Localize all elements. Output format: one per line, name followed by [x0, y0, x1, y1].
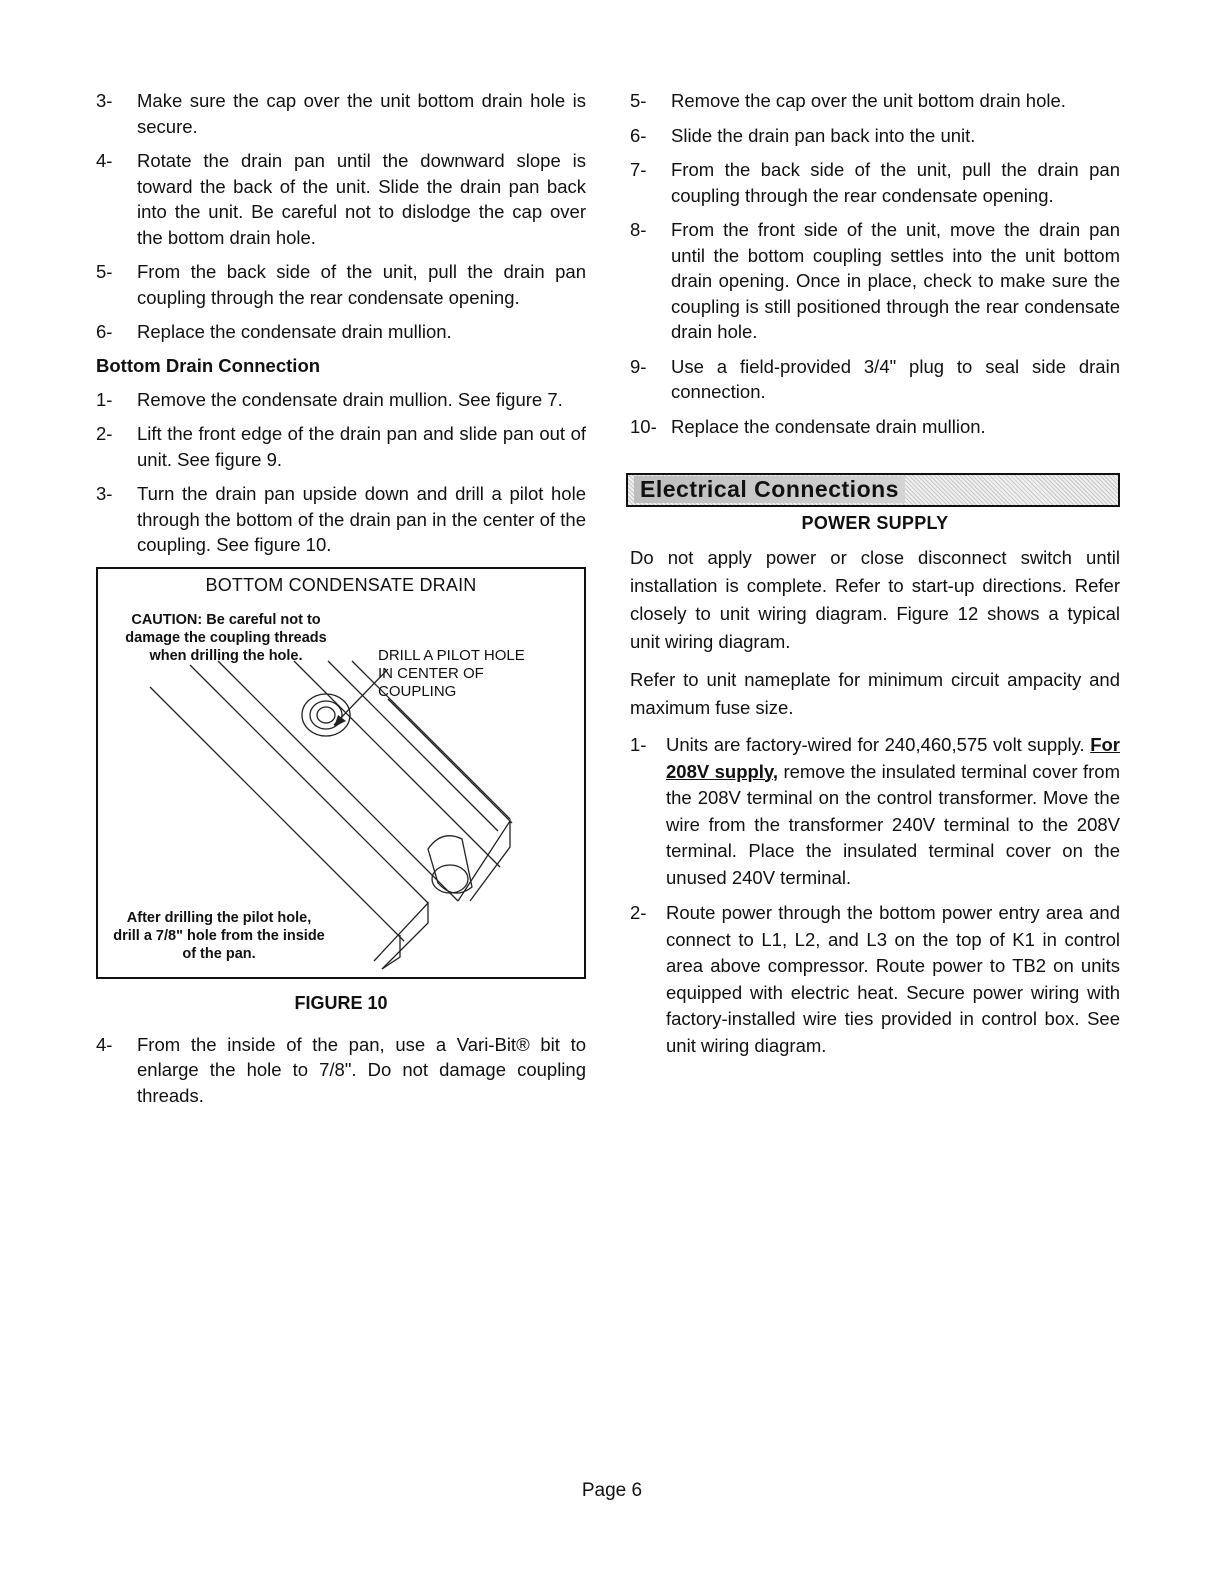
list-item: [96, 319, 586, 345]
list-item: [96, 259, 586, 310]
section-title: Electrical Connections: [634, 476, 905, 503]
item-number: 6-: [630, 124, 647, 146]
list-item: [630, 217, 1120, 345]
item-number: 2-: [96, 423, 113, 444]
power-supply-heading: POWER SUPPLY: [801, 513, 949, 533]
list-item: [630, 88, 1120, 114]
figure-title: BOTTOM CONDENSATE DRAIN: [205, 574, 477, 595]
item-text: Turn the drain pan upside down and drill a pilot hole through the bottom of the drain pan in the center of the coupling. See figure 10.: [137, 483, 586, 555]
item-number: 8-: [630, 219, 647, 240]
item-number: 9-: [630, 355, 647, 377]
item-number: 1-: [96, 388, 113, 410]
item-emphasis: For 208V supply,: [666, 734, 1120, 782]
item-number: 3-: [96, 483, 113, 504]
item-text: Rotate the drain pan until the downward slope is toward the back of the unit. Slide the drain pan back into the unit. Be careful not to dislodge the cap over the bottom drain hole.: [137, 150, 586, 248]
list-item: [630, 732, 1120, 891]
item-text: From the inside of the pan, use a Vari-Bit® bit to enlarge the hole to 7/8". Do not damage coupling threads.: [137, 1033, 586, 1106]
item-number: 4-: [96, 1033, 113, 1055]
caution-note: CAUTION: Be careful not to damage the coupling threads when drilling the hole.: [125, 611, 327, 664]
item-rest: remove the insulated terminal cover from the 208V terminal on the control transformer. Move the wire from the transformer 240V terminal to the 208V terminal. Place the insulated terminal cover on the unused 240V terminal.: [666, 760, 1121, 888]
list-item: [630, 354, 1120, 405]
item-number: 5-: [630, 90, 647, 111]
figure-caption: FIGURE 10: [294, 992, 388, 1013]
bottom-drain-heading: Bottom Drain Connection: [96, 354, 321, 376]
list-item: [96, 1032, 586, 1109]
item-number: 2-: [630, 902, 647, 923]
list-item: [630, 123, 1120, 149]
drill-callout: DRILL A PILOT HOLE IN CENTER OF COUPLING: [378, 646, 525, 700]
item-text: From the front side of the unit, move the drain pan until the bottom coupling settles into the unit bottom drain opening. Once in place, check to make sure the coupling is still positioned through the rear condensate drain hole.: [671, 219, 1120, 342]
list-item: [96, 88, 586, 139]
item-number: 10-: [630, 415, 657, 437]
power-paragraph-2: Refer to unit nameplate for minimum circuit ampacity and maximum fuse size.: [630, 669, 1120, 718]
list-item: [630, 414, 1120, 440]
item-number: 7-: [630, 159, 647, 180]
electrical-connections-bar: [626, 473, 1120, 507]
item-text: From the back side of the unit, pull the drain pan coupling through the rear condensate opening.: [137, 261, 586, 308]
after-drilling-note: After drilling the pilot hole, drill a 7/8" hole from the inside of the pan.: [113, 909, 325, 962]
item-number: 4-: [96, 150, 113, 171]
left-column: [96, 88, 586, 1117]
item-number: 5-: [96, 261, 113, 282]
item-number: 1-: [630, 734, 647, 755]
item-text: [666, 732, 1120, 891]
list-item: [96, 387, 586, 413]
figure-10-box: [96, 567, 586, 979]
page-number: Page 6: [581, 1480, 643, 1501]
item-text: Lift the front edge of the drain pan and slide pan out of unit. See figure 9.: [137, 423, 586, 470]
item-text: Route power through the bottom power entry area and connect to L1, L2, and L3 on the top of K1 in control area above compressor. Route power to TB2 on units equipped with electric heat. Secure power wiring with factory-installed wire ties provided in control box. See unit wiring diagram.: [666, 902, 1120, 1056]
list-item: [96, 481, 586, 558]
item-number: 3-: [96, 90, 113, 111]
list-item: [630, 157, 1120, 208]
item-text: Slide the drain pan back into the unit.: [671, 124, 976, 146]
item-text: Remove the condensate drain mullion. See figure 7.: [137, 388, 563, 410]
list-item: [630, 900, 1120, 1059]
item-text: Replace the condensate drain mullion.: [137, 321, 452, 342]
power-paragraph-1: Do not apply power or close disconnect switch until installation is complete. Refer to start-up directions. Refer closely to unit wiring diagram. Figure 12 shows a typical unit wiring diagram.: [630, 547, 1120, 652]
item-text: From the back side of the unit, pull the drain pan coupling through the rear condensate opening.: [671, 159, 1120, 206]
item-text: Remove the cap over the unit bottom drain hole.: [671, 90, 1066, 111]
item-number: 6-: [96, 321, 113, 342]
item-text: Make sure the cap over the unit bottom drain hole is secure.: [137, 90, 586, 137]
item-text: Replace the condensate drain mullion.: [671, 415, 986, 437]
list-item: [96, 421, 586, 472]
right-column: [630, 88, 1120, 1068]
item-text: Use a field-provided 3/4" plug to seal side drain connection.: [671, 355, 1120, 402]
item-lead: Units are factory-wired for 240,460,575 volt supply.: [666, 734, 1085, 755]
list-item: [96, 148, 586, 250]
